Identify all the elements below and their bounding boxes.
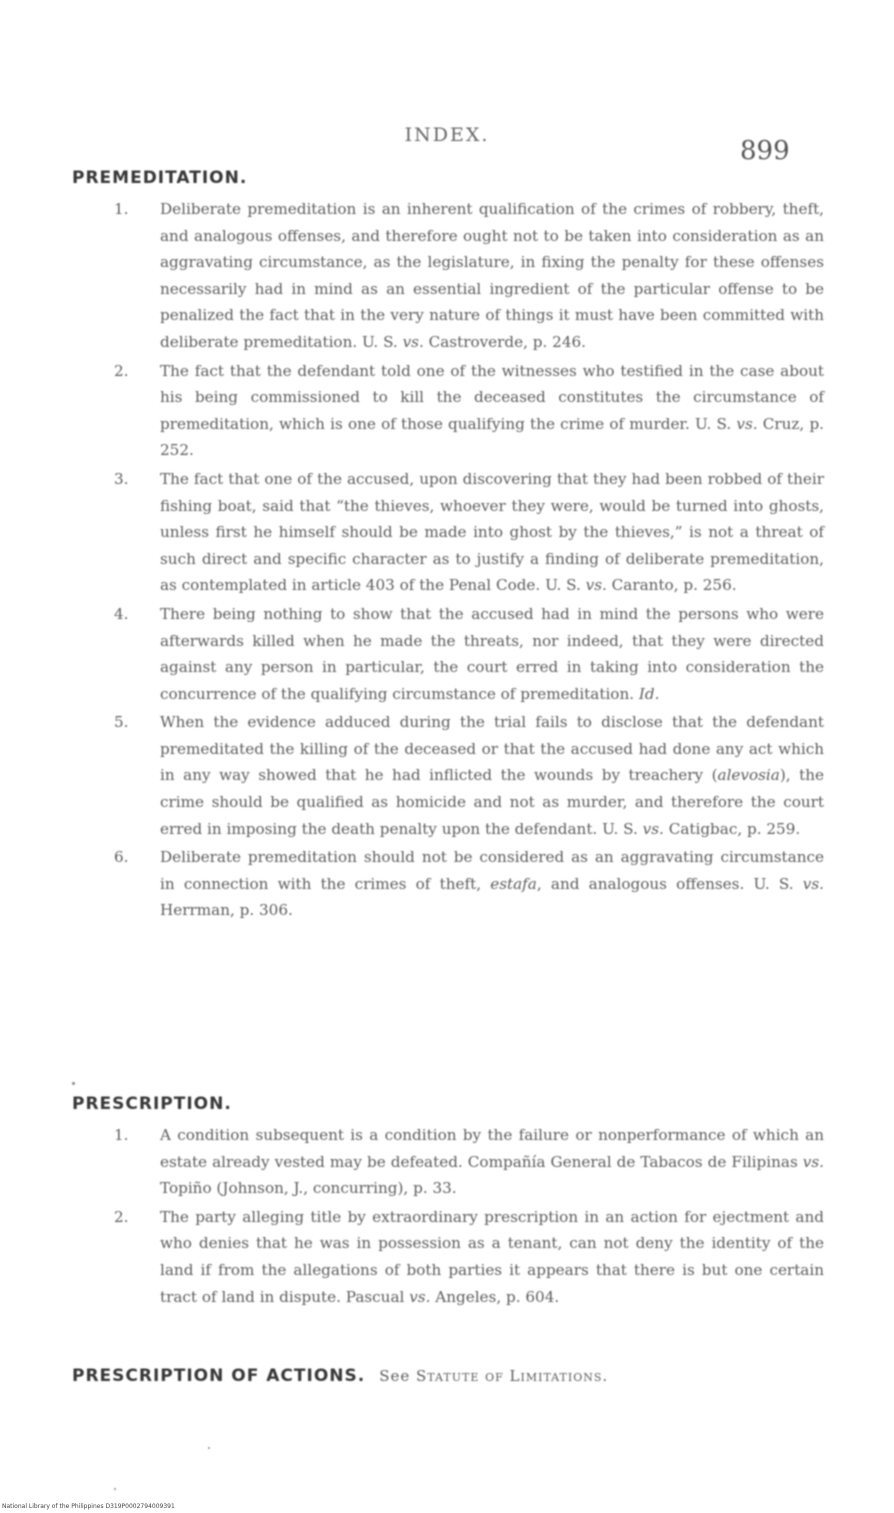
text-run: Castroverde, p. 246. [423, 332, 586, 351]
entry-number: 1. [114, 1126, 129, 1144]
scan-speck [114, 1488, 116, 1490]
scan-credit: National Library of the Philippines D319P0002794009391 [2, 1503, 175, 1510]
text-run: Topiño (Johnson, J., concurring), p. 33. [160, 1179, 457, 1198]
entry-list [72, 1122, 824, 1310]
index-entry [114, 1204, 824, 1310]
entry-text [160, 713, 824, 837]
text-run: Cruz, p. 252. [160, 414, 824, 460]
text-run: There being nothing to show that the accused had in mind the persons who were afterwards killed when he made the threats, nor indeed, that they were directed against any person in particular, the court erred in taking into consideration the concurrence of the qualifying circumstance of premeditation. [160, 604, 824, 703]
italic-run: Id. [638, 684, 660, 703]
entry-number: 3. [114, 469, 129, 488]
entry-text [160, 362, 824, 460]
text-run: Herrman, p. 306. [160, 901, 293, 920]
text-run: The party alleging title by extraordinary prescription in an action for ejectment and who denies that he was in possession as a tenant, can not deny the identity of the land if from the allegations of both parties it appears that there is but one certain tract of land in dispute. Pascual [160, 1207, 824, 1306]
text-run: , and analogous offenses. U. S. [536, 874, 803, 893]
index-entry [114, 844, 824, 924]
cross-reference-heading: PRESCRIPTION OF ACTIONS. [72, 1366, 366, 1386]
index-section-prescription [72, 1094, 824, 1312]
section-heading: PREMEDITATION. [72, 168, 248, 188]
italic-run: vs. [409, 1287, 431, 1306]
italic-run: alevosia [717, 766, 780, 785]
index-entry [114, 709, 824, 842]
text-run: A condition subsequent is a condition by the failure or nonperformance of which an estate already vested may be defeated. Compañía General de Tabacos de Filipinas [160, 1126, 824, 1171]
italic-run: vs. [402, 332, 424, 351]
entry-number: 2. [114, 361, 129, 380]
entry-text [160, 1126, 824, 1197]
text-run: Deliberate premeditation should not be considered as an aggravating circumstance in connection with the crimes of theft, [160, 848, 824, 893]
text-run: ), the crime should be qualified as homicide and not as murder, and therefore the court erred in imposing the death penalty upon the defendant. U. S. [160, 766, 825, 838]
italic-run: vs. [585, 576, 607, 595]
page-number: 899 [740, 136, 790, 166]
text-run: The fact that one of the accused, upon discovering that they had been robbed of their fishing boat, said that “the thieves, whoever they were, would be turned into ghosts, unless first he himself should be made into ghost by the thieves,” is not a threat of such direct and specific character as to justify a finding of deliberate premeditation, as contemplated in article 403 of the Penal Code. U. S. [160, 469, 824, 595]
index-entry [114, 358, 824, 464]
entry-text [160, 1208, 824, 1306]
index-entry [114, 466, 824, 599]
section-heading [72, 1366, 824, 1386]
index-section-premeditation [72, 168, 824, 926]
index-cross-reference [72, 1366, 824, 1386]
entry-text [160, 470, 824, 594]
text-run: Caranto, p. 256. [606, 576, 737, 595]
scan-speck [208, 1447, 210, 1449]
entry-number: 6. [114, 848, 129, 867]
text-run: When the evidence adduced during the trial fails to disclose that the defendant premeditated the killing of the deceased or that the accused had done any act which in any way showed that he had inflicted the wounds by treachery ( [160, 713, 824, 785]
see-target: Statute of Limitations. [416, 1367, 609, 1385]
italic-run: vs. [642, 819, 664, 838]
entry-text [160, 848, 824, 919]
italic-run: estafa [490, 874, 537, 893]
text-run: Deliberate premeditation is an inherent qualification of the crimes of robbery, theft, and analogous offenses, and therefore ought not to be taken into consideration as an aggravating circumstance, as the legislature, in fixing the penalty for these offenses necessarily had in mind as an essential ingredient of the particular offense to be penalized the fact that in the very nature of things it must have been committed with deliberate premeditation. U. S. [160, 200, 824, 351]
entry-number: 4. [114, 604, 129, 623]
entry-number: 1. [114, 200, 129, 218]
index-entry [114, 1122, 824, 1202]
text-run: Angeles, p. 604. [430, 1287, 560, 1306]
entry-text [160, 605, 824, 703]
index-entry [114, 601, 824, 707]
running-head: INDEX. [404, 124, 490, 146]
entry-number: 2. [114, 1207, 129, 1226]
italic-run: vs. [802, 1152, 824, 1171]
italic-run: vs. [802, 874, 824, 893]
entry-text [160, 200, 824, 351]
text-run: The fact that the defendant told one of the witnesses who testified in the case about his being commissioned to kill the deceased constitutes the circumstance of premeditation, which is one of those qualifying the crime of murder. U. S. [160, 361, 824, 433]
entry-list [72, 196, 824, 924]
see-word: See [379, 1367, 411, 1385]
italic-run: vs. [736, 414, 758, 433]
section-heading: PRESCRIPTION. [72, 1094, 232, 1114]
scan-speck [72, 1082, 75, 1085]
index-entry [114, 196, 824, 356]
see-reference [379, 1367, 608, 1385]
entry-number: 5. [114, 713, 129, 732]
text-run: Catigbac, p. 259. [663, 819, 801, 838]
